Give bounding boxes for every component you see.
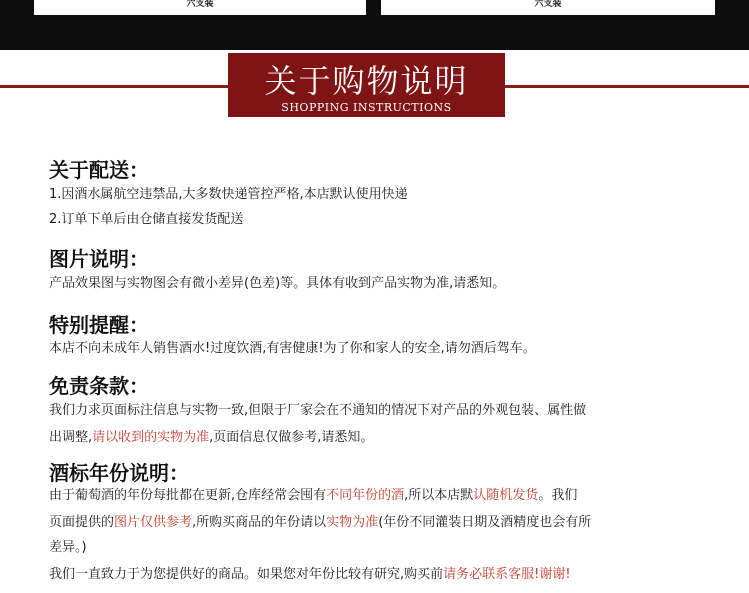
- delivery-line-1: 1.因酒水属航空违禁品,大多数快递管控严格,本店默认使用快递: [49, 187, 408, 202]
- section-title-delivery: 关于配送：: [49, 158, 149, 182]
- vintage-highlight-4: 实物为准: [326, 515, 379, 530]
- disclaimer-line-1: 我们力求页面标注信息与实物一致,但限于厂家会在不通知的情况下对产品的外观包装、属性做: [49, 403, 587, 418]
- product-card-right-label: 六支装: [534, 0, 562, 9]
- vintage-text-1c: 。我们: [538, 488, 578, 503]
- warning-line-1: 本店不向未成年人销售酒水!过度饮酒,有害健康!为了你和家人的安全,请勿酒后驾车。: [49, 341, 536, 356]
- vintage-text-1b: ,所以本店默: [404, 488, 474, 503]
- vintage-text-2a: 页面提供的: [49, 515, 115, 530]
- section-title-vintage: 酒标年份说明：: [49, 461, 189, 485]
- page-title: 关于购物说明: [264, 62, 469, 100]
- vintage-line-1: [49, 487, 577, 505]
- product-card-right: [381, 0, 715, 15]
- vintage-text-4a: 我们一直致力于为您提供好的商品。如果您对年份比较有研究,购买前: [49, 567, 444, 582]
- vintage-highlight-3: 图片仅供参考: [114, 515, 193, 530]
- disclaimer-text-a: 出调整,: [49, 430, 93, 445]
- disclaimer-highlight: 请以收到的实物为准: [92, 430, 210, 445]
- vintage-text-1a: 由于葡萄酒的年份每批都在更新,仓库经常会囤有: [49, 488, 327, 503]
- vintage-text-2b: ,所购买商品的年份请以: [192, 515, 327, 530]
- vintage-line-3: 差异。): [49, 540, 87, 555]
- disclaimer-line-2: [49, 429, 373, 447]
- section-title-disclaimer: 免责条款：: [49, 374, 149, 398]
- page-subtitle: SHOPPING INSTRUCTIONS: [281, 101, 452, 114]
- section-title-warning: 特别提醒：: [49, 313, 149, 337]
- vintage-highlight-2: 认随机发货: [473, 488, 539, 503]
- vintage-line-2: [49, 514, 591, 532]
- vintage-highlight-5: 请务必联系客服!谢谢!: [443, 567, 571, 582]
- section-title-images: 图片说明：: [49, 247, 149, 271]
- product-card-left-label: 六支装: [186, 0, 214, 9]
- page-title-box: [228, 53, 505, 117]
- product-card-left: [34, 0, 366, 15]
- vintage-line-4: [49, 566, 571, 584]
- disclaimer-text-b: ,页面信息仅做参考,请悉知。: [209, 430, 374, 445]
- vintage-text-2c: (年份不同灌装日期及酒精度也会有所: [378, 515, 592, 530]
- delivery-line-2: 2.订单下单后由仓储直接发货配送: [49, 212, 244, 227]
- vintage-highlight-1: 不同年份的酒: [326, 488, 405, 503]
- images-line-1: 产品效果图与实物图会有微小差异(色差)等。具体有收到产品实物为准,请悉知。: [49, 276, 506, 291]
